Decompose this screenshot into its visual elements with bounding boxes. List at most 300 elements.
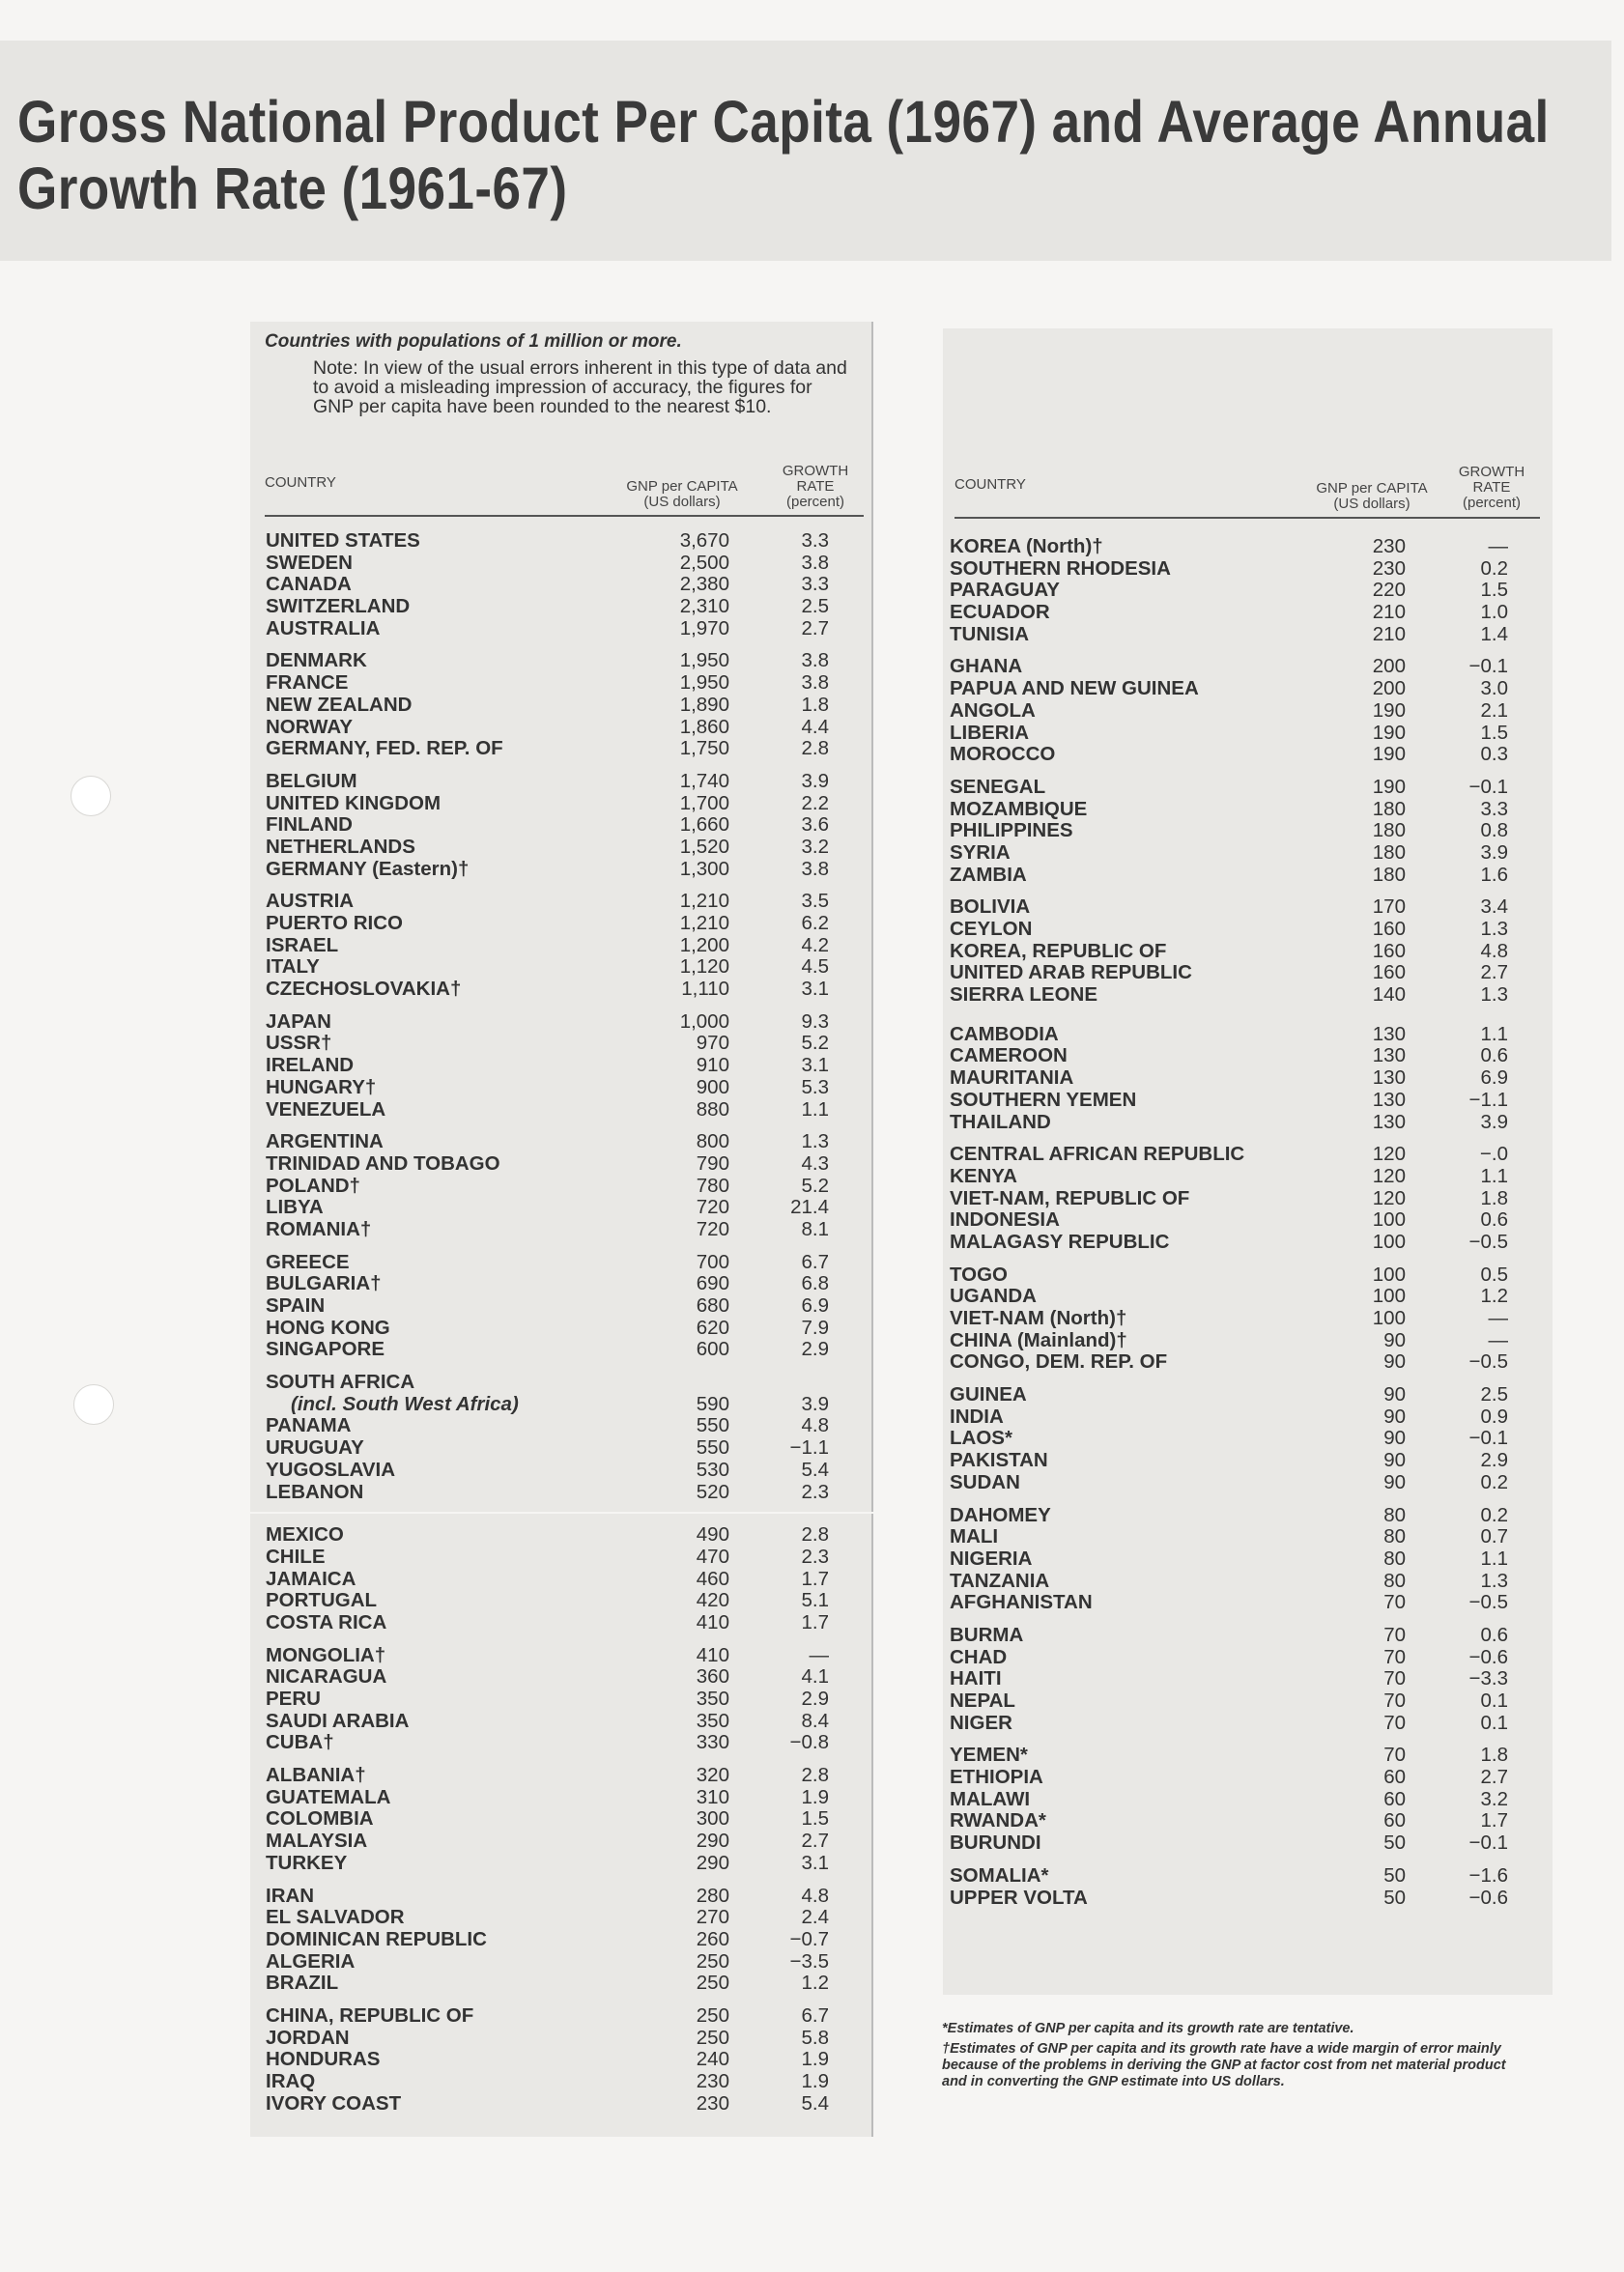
gnp-per-capita: 70 <box>1383 1744 1406 1767</box>
growth-rate: 1.8 <box>801 693 829 716</box>
gnp-per-capita: 90 <box>1383 1328 1406 1351</box>
growth-rate: −3.5 <box>789 1949 829 1973</box>
growth-rate: 3.8 <box>801 671 829 695</box>
right-column-header <box>954 462 1546 516</box>
gnp-per-capita: 300 <box>696 1807 729 1831</box>
growth-rate: −0.5 <box>1468 1350 1508 1374</box>
country-name: HONG KONG <box>266 1316 390 1339</box>
gnp-per-capita: 350 <box>696 1688 729 1710</box>
country-name: GERMANY, FED. REP. OF <box>266 737 503 760</box>
table-row <box>266 1645 855 1667</box>
country-name: UGANDA <box>950 1285 1037 1308</box>
country-name: MEXICO <box>266 1523 344 1547</box>
country-group <box>266 1252 855 1361</box>
table-row <box>950 1384 1534 1406</box>
country-name: IRAQ <box>266 2070 316 2092</box>
table-row <box>266 1252 855 1274</box>
gnp-per-capita: 100 <box>1372 1307 1406 1329</box>
country-name: SAUDI ARABIA <box>266 1709 410 1732</box>
country-name: YEMEN* <box>950 1744 1028 1767</box>
growth-rate: 6.7 <box>801 1250 829 1273</box>
table-row <box>266 2049 855 2071</box>
gnp-per-capita: 70 <box>1383 1711 1406 1734</box>
gnp-per-capita: 60 <box>1383 1766 1406 1789</box>
table-row <box>266 1176 855 1198</box>
country-name: COSTA RICA <box>266 1610 387 1633</box>
country-name: BULGARIA† <box>266 1272 382 1295</box>
left-country-table <box>266 530 855 2125</box>
table-row <box>266 530 855 553</box>
country-name: ARGENTINA <box>266 1130 384 1153</box>
gnp-per-capita: 120 <box>1372 1186 1406 1209</box>
table-row <box>266 1339 855 1361</box>
table-row <box>950 777 1534 799</box>
country-name: NETHERLANDS <box>266 835 415 858</box>
gnp-per-capita: 130 <box>1372 1110 1406 1133</box>
table-row <box>950 580 1534 602</box>
country-name: HUNGARY† <box>266 1075 377 1098</box>
table-row <box>950 1450 1534 1472</box>
right-country-table <box>950 536 1534 1919</box>
country-name: TUNISIA <box>950 622 1029 645</box>
country-group <box>266 2005 855 2115</box>
gnp-per-capita: 1,860 <box>679 715 729 738</box>
header-gnp <box>1304 481 1439 512</box>
country-name: IRAN <box>266 1884 315 1907</box>
growth-rate: 0.2 <box>1480 1503 1508 1526</box>
country-name: VIET-NAM, REPUBLIC OF <box>950 1186 1190 1209</box>
table-row <box>266 1219 855 1241</box>
gnp-per-capita: 410 <box>696 1610 729 1633</box>
growth-rate: 5.4 <box>801 1458 829 1481</box>
gnp-per-capita: 1,110 <box>681 978 729 1001</box>
growth-rate: 2.1 <box>1480 698 1508 722</box>
growth-rate: 4.3 <box>801 1151 829 1175</box>
table-row <box>950 1865 1534 1888</box>
growth-rate: 5.2 <box>801 1032 829 1055</box>
gnp-per-capita: 590 <box>696 1392 729 1415</box>
table-row <box>266 1612 855 1634</box>
gnp-per-capita: 900 <box>696 1075 729 1098</box>
table-row <box>950 1188 1534 1210</box>
table-row <box>266 1011 855 1034</box>
country-name: LIBYA <box>266 1196 324 1219</box>
header-growth-unit: (percent) <box>1462 495 1522 511</box>
gnp-per-capita: 80 <box>1383 1503 1406 1526</box>
table-row <box>266 859 855 881</box>
country-name: JAMAICA <box>266 1567 356 1590</box>
growth-rate: 0.5 <box>1480 1263 1508 1286</box>
gnp-per-capita: 1,200 <box>679 933 729 956</box>
header-growth-label: GROWTH <box>1458 464 1525 480</box>
growth-rate: — <box>1488 535 1508 557</box>
country-name: SOUTHERN RHODESIA <box>950 556 1171 580</box>
country-name: DOMINICAN REPUBLIC <box>266 1927 487 1950</box>
table-row <box>950 1592 1534 1614</box>
growth-rate: 1.1 <box>1480 1164 1508 1187</box>
table-row <box>266 1547 855 1569</box>
table-row <box>266 1437 855 1460</box>
table-row <box>950 700 1534 723</box>
growth-rate: 2.8 <box>801 1523 829 1547</box>
country-name: AFGHANISTAN <box>950 1591 1093 1614</box>
table-row <box>950 1789 1534 1811</box>
country-name: NEW ZEALAND <box>266 693 413 716</box>
growth-rate: 5.1 <box>801 1589 829 1612</box>
country-group <box>266 1011 855 1121</box>
country-name: POLAND† <box>266 1174 360 1197</box>
gnp-per-capita: 230 <box>696 2070 729 2092</box>
table-row <box>950 1745 1534 1767</box>
table-row <box>266 1951 855 1974</box>
gnp-per-capita: 470 <box>696 1545 729 1568</box>
table-row <box>950 1264 1534 1287</box>
table-row <box>266 553 855 575</box>
growth-rate: 1.2 <box>1480 1285 1508 1308</box>
growth-rate: 1.4 <box>1480 622 1508 645</box>
growth-rate: 2.4 <box>801 1906 829 1929</box>
table-row <box>950 744 1534 766</box>
growth-rate: −3.3 <box>1468 1667 1508 1690</box>
table-row <box>266 738 855 760</box>
gnp-per-capita: 460 <box>696 1567 729 1590</box>
table-row <box>266 956 855 979</box>
growth-rate: −1.1 <box>789 1436 829 1460</box>
country-name: SUDAN <box>950 1470 1020 1493</box>
country-name: IRELAND <box>266 1054 355 1077</box>
growth-rate: 0.1 <box>1480 1690 1508 1712</box>
country-group <box>950 1264 1534 1374</box>
growth-rate: −0.1 <box>1468 655 1508 678</box>
table-row <box>266 1372 855 1394</box>
gnp-per-capita: 100 <box>1372 1208 1406 1232</box>
table-row <box>950 624 1534 646</box>
gnp-per-capita: 620 <box>696 1316 729 1339</box>
table-row <box>266 913 855 935</box>
table-row <box>266 1808 855 1831</box>
country-name: ECUADOR <box>950 601 1050 624</box>
growth-rate: 5.2 <box>801 1174 829 1197</box>
country-name: SWEDEN <box>266 551 353 574</box>
country-name: CAMEROON <box>950 1044 1068 1067</box>
table-row <box>266 1055 855 1077</box>
country-name: HAITI <box>950 1667 1002 1690</box>
growth-rate: 1.3 <box>1480 918 1508 940</box>
gnp-per-capita: 80 <box>1383 1569 1406 1592</box>
country-name: FINLAND <box>266 813 353 837</box>
country-name: INDIA <box>950 1405 1004 1428</box>
country-group <box>950 1865 1534 1909</box>
growth-rate: 4.5 <box>801 955 829 979</box>
gnp-per-capita: 2,380 <box>679 573 729 596</box>
gnp-per-capita: 280 <box>696 1884 729 1907</box>
table-row <box>950 1625 1534 1647</box>
growth-rate: 3.8 <box>801 857 829 880</box>
country-name: (incl. South West Africa) <box>291 1392 519 1415</box>
country-name: LAOS* <box>950 1427 1012 1450</box>
table-row <box>950 1668 1534 1690</box>
growth-rate: 0.6 <box>1480 1623 1508 1646</box>
gnp-per-capita: 70 <box>1383 1591 1406 1614</box>
country-group <box>266 1372 855 1503</box>
country-name: CONGO, DEM. REP. OF <box>950 1350 1168 1374</box>
gnp-per-capita: 90 <box>1383 1470 1406 1493</box>
gnp-per-capita: 90 <box>1383 1427 1406 1450</box>
gnp-per-capita: 160 <box>1372 918 1406 940</box>
country-name: TANZANIA <box>950 1569 1050 1592</box>
country-name: NIGER <box>950 1711 1012 1734</box>
footnote-star: *Estimates of GNP per capita and its growth rate are tentative. <box>942 2021 1354 2036</box>
country-name: SWITZERLAND <box>266 595 411 618</box>
growth-rate: 3.9 <box>801 1392 829 1415</box>
table-row <box>266 1415 855 1437</box>
table-row <box>950 1024 1534 1046</box>
country-group <box>950 1144 1534 1253</box>
country-name: BOLIVIA <box>950 895 1031 919</box>
table-row <box>266 1831 855 1853</box>
table-row <box>266 1590 855 1612</box>
gnp-per-capita: 970 <box>696 1032 729 1055</box>
growth-rate: 1.2 <box>801 1972 829 1995</box>
growth-rate: 1.8 <box>1480 1186 1508 1209</box>
growth-rate: 1.3 <box>1480 983 1508 1007</box>
gnp-per-capita: 120 <box>1372 1164 1406 1187</box>
table-row <box>266 837 855 859</box>
country-name: CANADA <box>266 573 352 596</box>
gnp-per-capita: 520 <box>696 1480 729 1503</box>
header-rule <box>265 515 864 517</box>
country-group <box>266 1645 855 1754</box>
table-row <box>950 1330 1534 1352</box>
gnp-per-capita: 700 <box>696 1250 729 1273</box>
country-name: PARAGUAY <box>950 579 1060 602</box>
country-name: SOMALIA* <box>950 1863 1049 1887</box>
table-row <box>950 799 1534 821</box>
country-group <box>950 536 1534 645</box>
gnp-per-capita: 360 <box>696 1665 729 1689</box>
gnp-per-capita: 190 <box>1372 721 1406 744</box>
country-group <box>950 656 1534 765</box>
table-row <box>266 618 855 640</box>
growth-rate: −0.1 <box>1468 1832 1508 1855</box>
growth-rate: 5.4 <box>801 2091 829 2115</box>
header-growth-label-2: RATE <box>1472 479 1511 496</box>
growth-rate: 2.9 <box>801 1688 829 1710</box>
growth-rate: 1.5 <box>1480 721 1508 744</box>
table-row <box>950 1690 1534 1713</box>
table-row <box>266 574 855 596</box>
growth-rate: 2.3 <box>801 1480 829 1503</box>
table-row <box>266 1907 855 1929</box>
page-title <box>17 89 1550 222</box>
table-row <box>950 536 1534 558</box>
table-row <box>266 1929 855 1951</box>
country-name: PAKISTAN <box>950 1449 1048 1472</box>
table-row <box>950 723 1534 745</box>
country-name: SPAIN <box>266 1294 326 1317</box>
gnp-per-capita: 720 <box>696 1196 729 1219</box>
growth-rate: 5.3 <box>801 1075 829 1098</box>
growth-rate: 3.5 <box>801 890 829 913</box>
table-row <box>950 984 1534 1007</box>
table-row <box>950 558 1534 581</box>
growth-rate: 3.0 <box>1480 677 1508 700</box>
gnp-per-capita: 1,000 <box>679 1009 729 1033</box>
country-group <box>266 1765 855 1874</box>
growth-rate: 0.2 <box>1480 1470 1508 1493</box>
table-row <box>266 1394 855 1416</box>
table-row <box>266 1099 855 1122</box>
country-name: CHILE <box>266 1545 326 1568</box>
growth-rate: 1.9 <box>801 1785 829 1808</box>
left-column-header <box>265 462 864 516</box>
gnp-per-capita: 250 <box>696 1949 729 1973</box>
gnp-per-capita: 720 <box>696 1217 729 1240</box>
growth-rate: 1.9 <box>801 2048 829 2071</box>
country-name: COLOMBIA <box>266 1807 374 1831</box>
country-group <box>266 1131 855 1240</box>
country-name: PHILIPPINES <box>950 819 1073 842</box>
growth-rate: 1.7 <box>801 1567 829 1590</box>
table-row <box>266 695 855 717</box>
gnp-per-capita: 600 <box>696 1338 729 1361</box>
growth-rate: −0.1 <box>1468 1427 1508 1450</box>
growth-rate: 3.8 <box>801 551 829 574</box>
country-name: MOROCCO <box>950 743 1056 766</box>
country-name: BRAZIL <box>266 1972 339 1995</box>
gnp-per-capita: 180 <box>1372 863 1406 886</box>
gnp-per-capita: 910 <box>696 1054 729 1077</box>
gnp-per-capita: 420 <box>696 1589 729 1612</box>
header-gnp <box>614 479 750 510</box>
table-row <box>950 1351 1534 1374</box>
growth-rate: 2.5 <box>801 595 829 618</box>
country-name: YUGOSLAVIA <box>266 1458 396 1481</box>
gnp-per-capita: 290 <box>696 1851 729 1874</box>
growth-rate: 2.8 <box>801 1764 829 1787</box>
gnp-per-capita: 70 <box>1383 1623 1406 1646</box>
country-name: MALAGASY REPUBLIC <box>950 1230 1170 1253</box>
intro-heading: Countries with populations of 1 million or more. <box>265 331 682 352</box>
growth-rate: 2.9 <box>1480 1449 1508 1472</box>
country-name: CENTRAL AFRICAN REPUBLIC <box>950 1143 1245 1166</box>
country-name: NIGERIA <box>950 1547 1033 1570</box>
gnp-per-capita: 270 <box>696 1906 729 1929</box>
table-row <box>266 1131 855 1153</box>
country-name: BURUNDI <box>950 1832 1041 1855</box>
table-row <box>266 1524 855 1547</box>
gnp-per-capita: 310 <box>696 1785 729 1808</box>
table-row <box>266 1273 855 1295</box>
table-row <box>950 1067 1534 1090</box>
country-group <box>266 1886 855 1995</box>
growth-rate: 6.2 <box>801 912 829 934</box>
punch-hole <box>73 1384 114 1425</box>
gnp-per-capita: 290 <box>696 1830 729 1853</box>
growth-rate: 4.8 <box>1480 939 1508 962</box>
table-row <box>950 1571 1534 1593</box>
country-name: EL SALVADOR <box>266 1906 405 1929</box>
country-name: MONGOLIA† <box>266 1643 386 1666</box>
table-row <box>266 891 855 913</box>
table-row <box>950 1767 1534 1789</box>
growth-rate: −0.6 <box>1468 1886 1508 1909</box>
table-row <box>266 1973 855 1995</box>
country-name: LEBANON <box>266 1480 364 1503</box>
gnp-per-capita: 2,310 <box>679 595 729 618</box>
country-name: NICARAGUA <box>266 1665 387 1689</box>
table-row <box>266 1689 855 1711</box>
header-growth-label-2: RATE <box>796 478 835 495</box>
growth-rate: 3.2 <box>1480 1787 1508 1810</box>
country-name: ZAMBIA <box>950 863 1027 886</box>
country-name: INDONESIA <box>950 1208 1060 1232</box>
growth-rate: 1.3 <box>1480 1569 1508 1592</box>
growth-rate: — <box>1488 1328 1508 1351</box>
gnp-per-capita: 1,950 <box>679 671 729 695</box>
title-line-2: Growth Rate (1961-67) <box>17 156 568 221</box>
growth-rate: −1.6 <box>1468 1863 1508 1887</box>
country-name: SOUTHERN YEMEN <box>950 1088 1137 1111</box>
gnp-per-capita: 1,120 <box>679 955 729 979</box>
country-name: KOREA, REPUBLIC OF <box>950 939 1167 962</box>
growth-rate: 0.2 <box>1480 556 1508 580</box>
country-name: NEPAL <box>950 1690 1015 1712</box>
table-row <box>950 1090 1534 1112</box>
country-group <box>950 1024 1534 1133</box>
growth-rate: 1.7 <box>1480 1809 1508 1832</box>
gnp-per-capita: 70 <box>1383 1645 1406 1668</box>
gnp-per-capita: 350 <box>696 1709 729 1732</box>
table-row <box>950 1428 1534 1450</box>
table-row <box>950 1472 1534 1494</box>
header-gnp-unit: (US dollars) <box>643 494 721 510</box>
country-name: DAHOMEY <box>950 1503 1051 1526</box>
country-name: PERU <box>266 1688 321 1710</box>
gnp-per-capita: 880 <box>696 1097 729 1121</box>
growth-rate: 3.2 <box>801 835 829 858</box>
table-row <box>266 1886 855 1908</box>
growth-rate: 1.6 <box>1480 863 1508 886</box>
country-group <box>950 1384 1534 1493</box>
table-row <box>950 962 1534 984</box>
growth-rate: 3.4 <box>1480 895 1508 919</box>
intro-block <box>251 322 869 416</box>
table-row <box>950 1045 1534 1067</box>
growth-rate: 1.3 <box>801 1130 829 1153</box>
gnp-per-capita: 130 <box>1372 1022 1406 1045</box>
country-group <box>266 771 855 880</box>
gnp-per-capita: 410 <box>696 1643 729 1666</box>
table-row <box>950 1810 1534 1832</box>
country-group <box>266 1524 855 1633</box>
gnp-per-capita: 550 <box>696 1414 729 1437</box>
table-row <box>950 1548 1534 1571</box>
gnp-per-capita: 490 <box>696 1523 729 1547</box>
country-name: MALAYSIA <box>266 1830 368 1853</box>
intro-note: Note: In view of the usual errors inherent in this type of data and to avoid a misleading impression of accuracy, the figures for GNP per capita have been rounded to the nearest $10. <box>313 357 847 417</box>
gnp-per-capita: 1,700 <box>679 791 729 814</box>
gnp-per-capita: 530 <box>696 1458 729 1481</box>
growth-rate: 9.3 <box>801 1009 829 1033</box>
growth-rate: 3.9 <box>1480 840 1508 864</box>
gnp-per-capita: 200 <box>1372 655 1406 678</box>
gnp-per-capita: 1,300 <box>679 857 729 880</box>
country-name: PORTUGAL <box>266 1589 378 1612</box>
country-name: TOGO <box>950 1263 1008 1286</box>
country-name: NORWAY <box>266 715 353 738</box>
growth-rate: 4.4 <box>801 715 829 738</box>
